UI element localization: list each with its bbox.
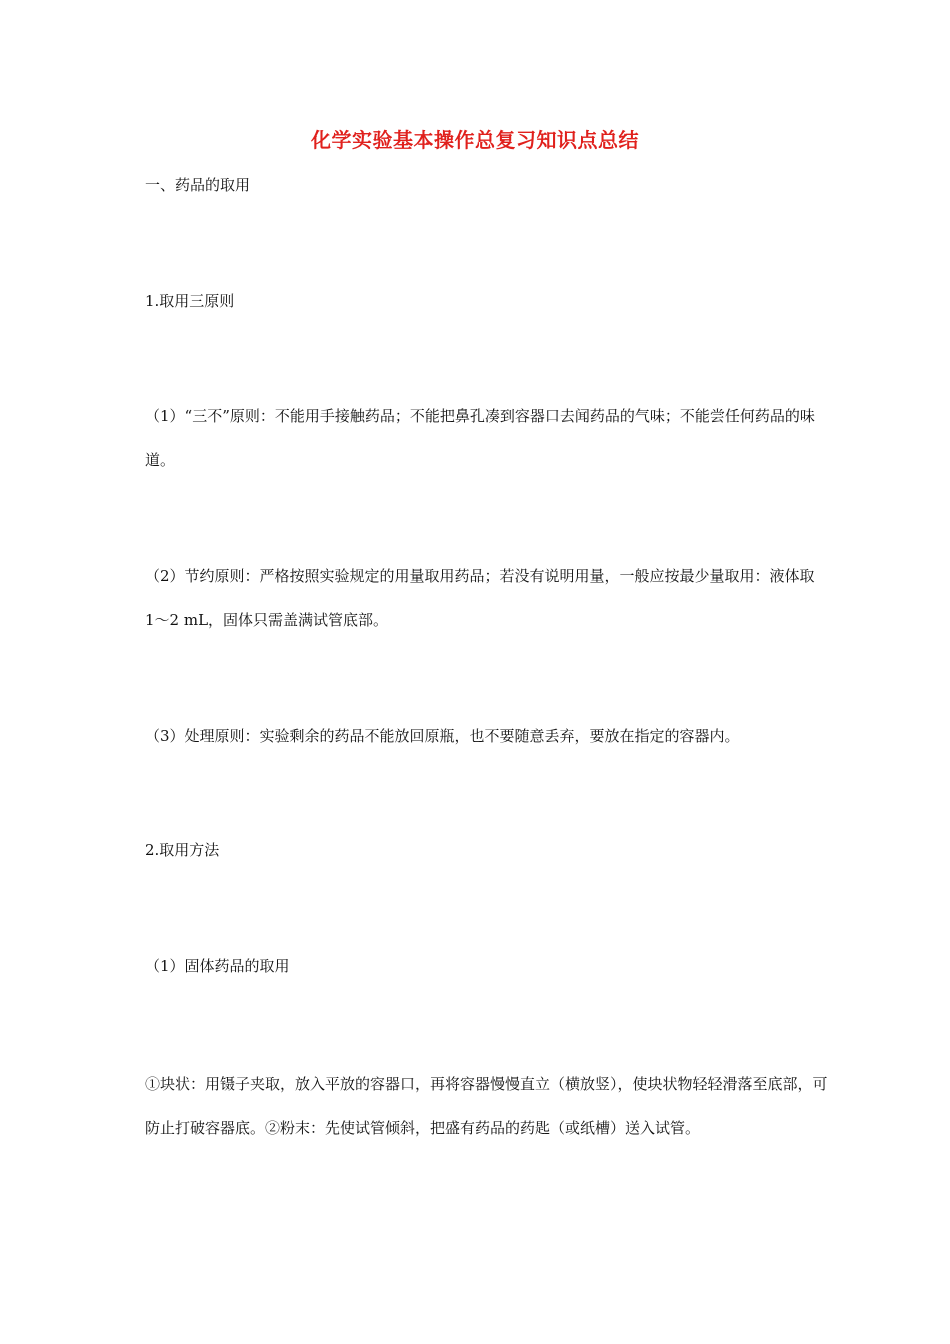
principle-three-nots: （1）“三不”原则：不能用手接触药品；不能把鼻孔凑到容器口去闻药品的气味；不能尝任何药品的味道。: [145, 407, 815, 469]
principle-economy: （2）节约原则：严格按照实验规定的用量取用药品；若没有说明用量，一般应按最少量取用：液体取1～2 mL，固体只需盖满试管底部。: [145, 567, 815, 629]
section-heading-drug-usage: 一、药品的取用: [145, 176, 251, 194]
subheading-solid-drugs: （1）固体药品的取用: [145, 957, 290, 975]
document-title: 化学实验基本操作总复习知识点总结: [311, 128, 639, 152]
subheading-usage-methods: 2.取用方法: [145, 841, 220, 859]
principle-disposal: （3）处理原则：实验剩余的药品不能放回原瓶，也不要随意丢弃，要放在指定的容器内。: [145, 727, 740, 745]
subheading-three-principles: 1.取用三原则: [145, 292, 235, 310]
solid-drug-method-text: ①块状：用镊子夹取，放入平放的容器口，再将容器慢慢直立（横放竖），使块状物轻轻滑落至底部，可防止打破容器底。②粉末：先使试管倾斜，把盛有药品的药匙（或纸槽）送入试管。: [145, 1075, 828, 1137]
